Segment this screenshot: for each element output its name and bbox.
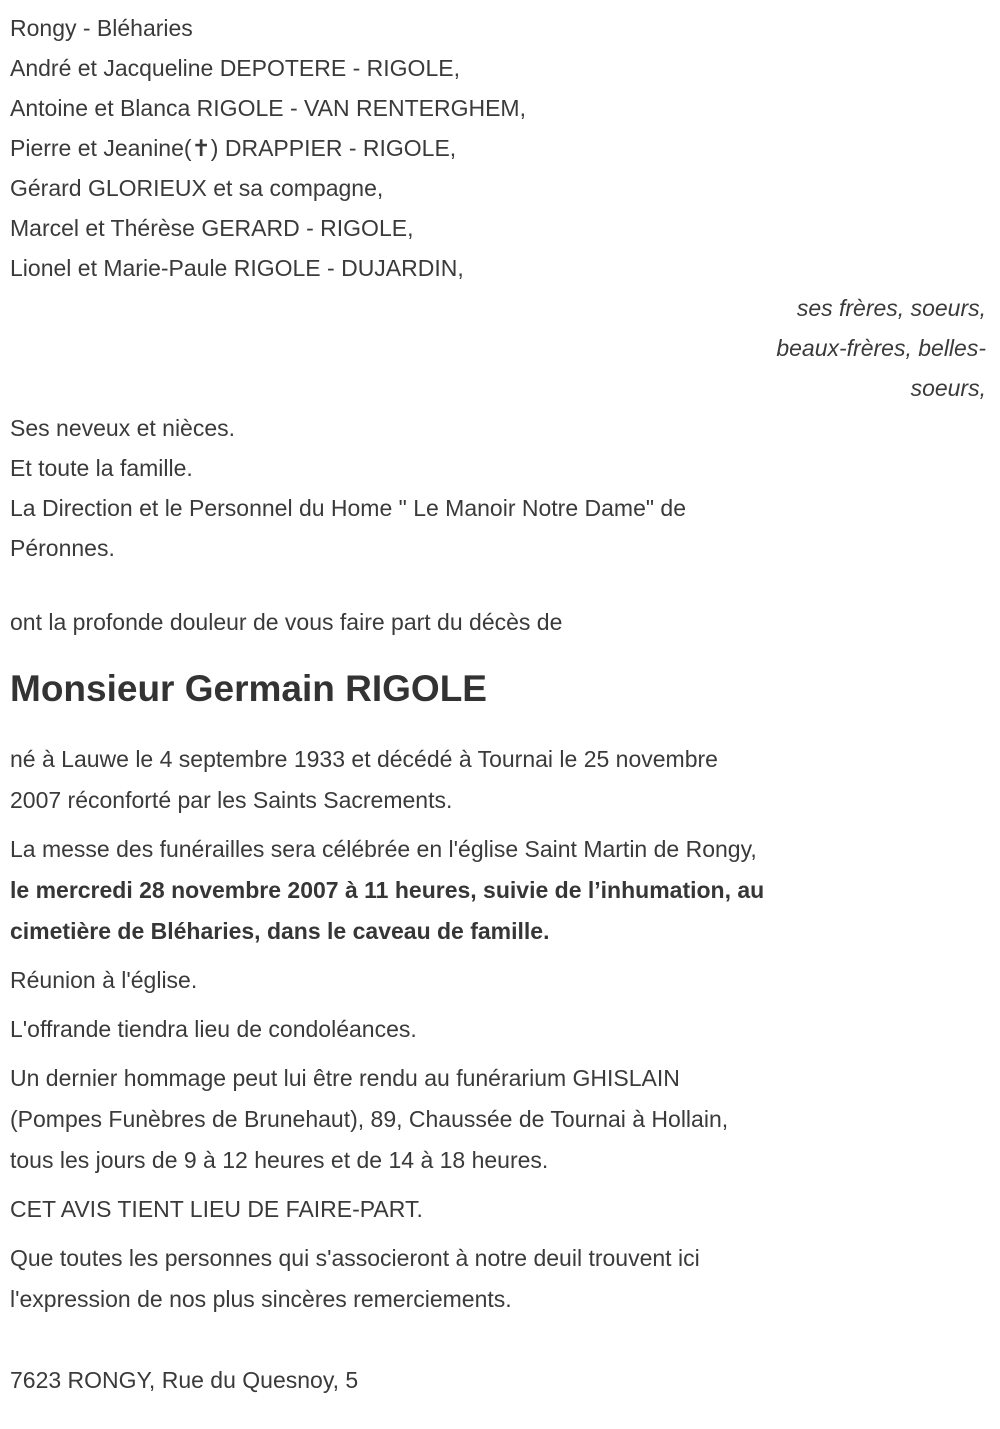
family-member-line: Gérard GLORIEUX et sa compagne, xyxy=(10,175,384,201)
relations-line: ses frères, soeurs, xyxy=(796,295,986,321)
family-member-line: Lionel et Marie-Paule RIGOLE - DUJARDIN, xyxy=(10,255,464,281)
nephews-line: Ses neveux et nièces. xyxy=(10,415,236,441)
family-member-line: Pierre et Jeanine(✝) DRAPPIER - RIGOLE, xyxy=(10,135,457,161)
birth-death-line: 2007 réconforté par les Saints Sacrements. xyxy=(10,787,453,813)
mass-bold-block xyxy=(10,877,764,944)
family-member-line: André et Jacqueline DEPOTERE - RIGOLE, xyxy=(10,55,460,81)
mass-intro-line: La messe des funérailles sera célébrée en l'église Saint Martin de Rongy, xyxy=(10,836,757,862)
tribute-paragraph xyxy=(10,1058,986,1181)
relations-line: beaux-frères, belles- xyxy=(776,335,986,361)
family-member-line: Antoine et Blanca RIGOLE - VAN RENTERGHEM, xyxy=(10,95,526,121)
whole-family-line: Et toute la famille. xyxy=(10,455,193,481)
family-member-line: Marcel et Thérèse GERARD - RIGOLE, xyxy=(10,215,414,241)
thanks-paragraph xyxy=(10,1238,986,1320)
tribute-line: tous les jours de 9 à 12 heures et de 14 à 18 heures. xyxy=(10,1147,549,1173)
tribute-line: (Pompes Funèbres de Brunehaut), 89, Chaussée de Tournai à Hollain, xyxy=(10,1106,729,1132)
birth-death-line: né à Lauwe le 4 septembre 1933 et décédé à Tournai le 25 novembre xyxy=(10,746,718,772)
family-list xyxy=(10,48,986,288)
tribute-line: Un dernier hommage peut lui être rendu au funérarium GHISLAIN xyxy=(10,1065,680,1091)
mass-paragraph xyxy=(10,829,986,952)
direction-line: La Direction et le Personnel du Home " Le Manoir Notre Dame" de xyxy=(10,495,686,521)
direction-line: Péronnes. xyxy=(10,535,115,561)
offering-line: L'offrande tiendra lieu de condoléances. xyxy=(10,1016,417,1042)
thanks-line: l'expression de nos plus sincères remerciements. xyxy=(10,1286,512,1312)
birth-death-paragraph xyxy=(10,739,986,821)
meeting-line: Réunion à l'église. xyxy=(10,967,198,993)
location-line: Rongy - Bléharies xyxy=(10,15,193,41)
mass-bold-line: cimetière de Bléharies, dans le caveau de famille. xyxy=(10,918,550,944)
notice-line: CET AVIS TIENT LIEU DE FAIRE-PART. xyxy=(10,1196,423,1222)
thanks-line: Que toutes les personnes qui s'associeront à notre deuil trouvent ici xyxy=(10,1245,700,1271)
relations-note xyxy=(10,288,986,408)
deceased-name: Monsieur Germain RIGOLE xyxy=(10,668,487,709)
address-line: 7623 RONGY, Rue du Quesnoy, 5 xyxy=(10,1367,359,1393)
mass-bold-line: le mercredi 28 novembre 2007 à 11 heures, suivie de l’inhumation, au xyxy=(10,877,765,903)
announcement-intro: ont la profonde douleur de vous faire part du décès de xyxy=(10,609,563,635)
relations-line: soeurs, xyxy=(910,375,986,401)
